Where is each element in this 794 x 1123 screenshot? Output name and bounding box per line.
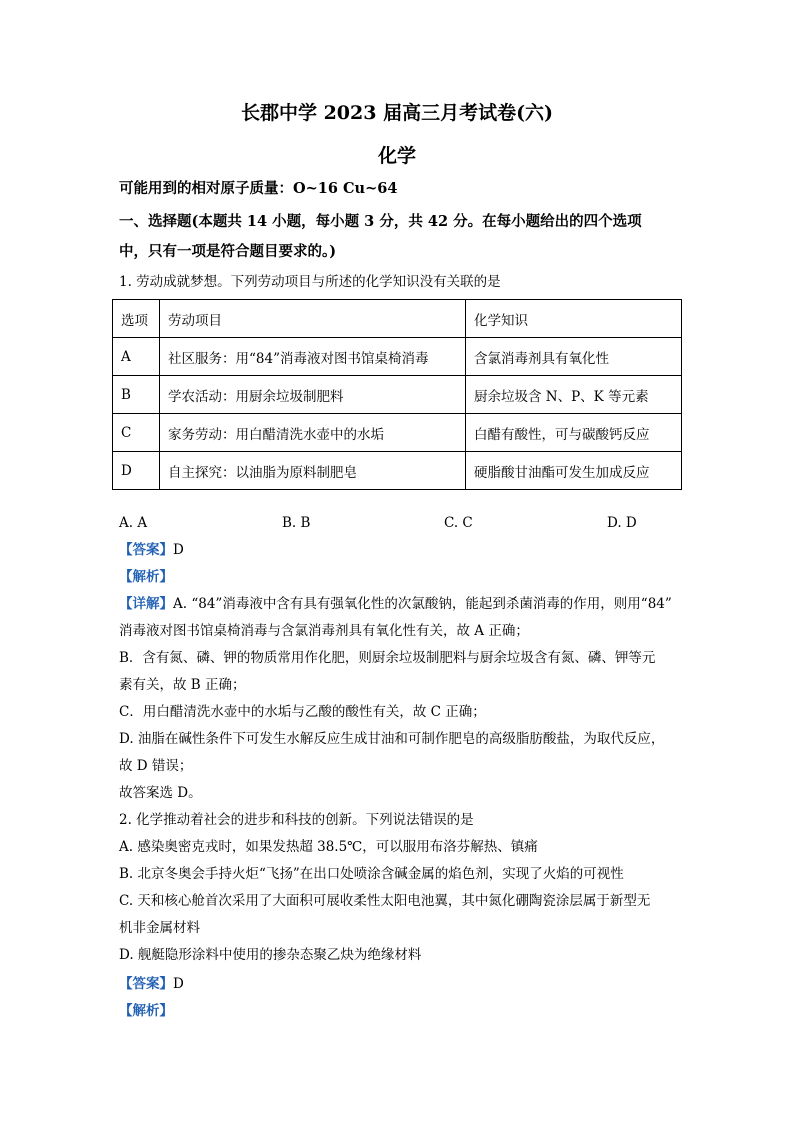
table-cell: 学农活动：用厨余垃圾制肥料 [160,376,466,414]
q2-option-line: D. 舰艇隐形涂料中使用的掺杂态聚乙炔为绝缘材料 [119,947,422,963]
q1-stem: 1. 劳动成就梦想。下列劳动项目与所述的化学知识没有关联的是 [119,274,501,290]
q1-option-b: B. B [282,515,311,531]
q1-detail-line: C．用白醋清洗水壶中的水垢与乙酸的酸性有关，故 C 正确； [119,704,486,720]
table-row [113,376,682,414]
table-row [113,338,682,376]
q1-detail-line: D. 油脂在碱性条件下可发生水解反应生成甘油和可制作肥皂的高级脂肪酸盐，为取代反应， [119,731,665,747]
exam-title: 长郡中学 2023 届高三月考试卷(六) [240,102,554,124]
q2-option-line: B. 北京冬奥会手持火炬“飞扬”在出口处喷涂含碱金属的焰色剂，实现了火焰的可视性 [119,866,624,882]
q1-analysis-line [119,567,173,587]
table-cell: 自主探究：以油脂为原料制肥皂 [160,452,466,490]
table-header-cell: 选项 [113,300,160,338]
q2-analysis-line [119,1001,173,1021]
q2-answer-line [119,974,184,994]
q1-detail-line: 故 D 错误； [119,758,193,774]
q1-answer-line [119,540,184,560]
q1-option-d: D. D [607,515,637,531]
q2-option-line: C. 天和核心舱首次采用了大面积可展收柔性太阳电池翼，其中氮化硼陶瓷涂层属于新型无 [119,893,651,909]
q1-option-c: C. C [444,515,473,531]
table-cell: 含氯消毒剂具有氧化性 [466,338,682,376]
answer-value: D [173,976,184,992]
table-header-cell: 劳动项目 [160,300,466,338]
section-heading-line2: 中，只有一项是符合题目要求的。) [119,243,337,260]
q1-detail-line: 故答案选 D。 [119,785,202,801]
answer-label: 【答案】 [119,976,173,992]
section-heading-line1: 一、选择题(本题共 14 小题，每小题 3 分，共 42 分。在每小题给出的四个选项 [119,213,642,230]
analysis-label: 【解析】 [119,569,173,585]
q2-option-line: 机非金属材料 [119,920,200,936]
q1-detail-line [119,594,672,614]
table-header-row [113,300,682,338]
table-row [113,452,682,490]
table-cell: 白醋有酸性，可与碳酸钙反应 [466,414,682,452]
table-cell: B [113,376,160,414]
q2-stem: 2. 化学推动着社会的进步和科技的创新。下列说法错误的是 [119,812,474,828]
table-cell: C [113,414,160,452]
detail-text: A. “84”消毒液中含有具有强氧化性的次氯酸钠，能起到杀菌消毒的作用，则用“84” [173,596,672,612]
detail-label: 【详解】 [119,596,173,612]
q1-table [112,299,682,490]
analysis-label: 【解析】 [119,1003,173,1019]
q1-detail-line: 消毒液对图书馆桌椅消毒与含氯消毒剂具有氧化性有关，故 A 正确； [119,623,529,639]
atomic-mass-line: 可能用到的相对原子质量：O~16 Cu~64 [119,180,398,197]
table-cell: 硬脂酸甘油酯可发生加成反应 [466,452,682,490]
q1-option-a: A. A [119,515,148,531]
answer-value: D [173,542,184,558]
q2-option-line: A. 感染奥密克戎时，如果发热超 38.5℃，可以服用布洛芬解热、镇痛 [119,839,538,855]
table-cell: A [113,338,160,376]
answer-label: 【答案】 [119,542,173,558]
q1-detail-line: 素有关，故 B 正确； [119,677,246,693]
table-cell: 社区服务：用“84”消毒液对图书馆桌椅消毒 [160,338,466,376]
table-cell: D [113,452,160,490]
table-header-cell: 化学知识 [466,300,682,338]
table-row [113,414,682,452]
table-cell: 家务劳动：用白醋清洗水壶中的水垢 [160,414,466,452]
q1-detail-line: B．含有氮、磷、钾的物质常用作化肥，则厨余垃圾制肥料与厨余垃圾含有氮、磷、钾等元 [119,650,656,666]
table-cell: 厨余垃圾含 N、P、K 等元素 [466,376,682,414]
subject-title: 化学 [377,145,416,167]
